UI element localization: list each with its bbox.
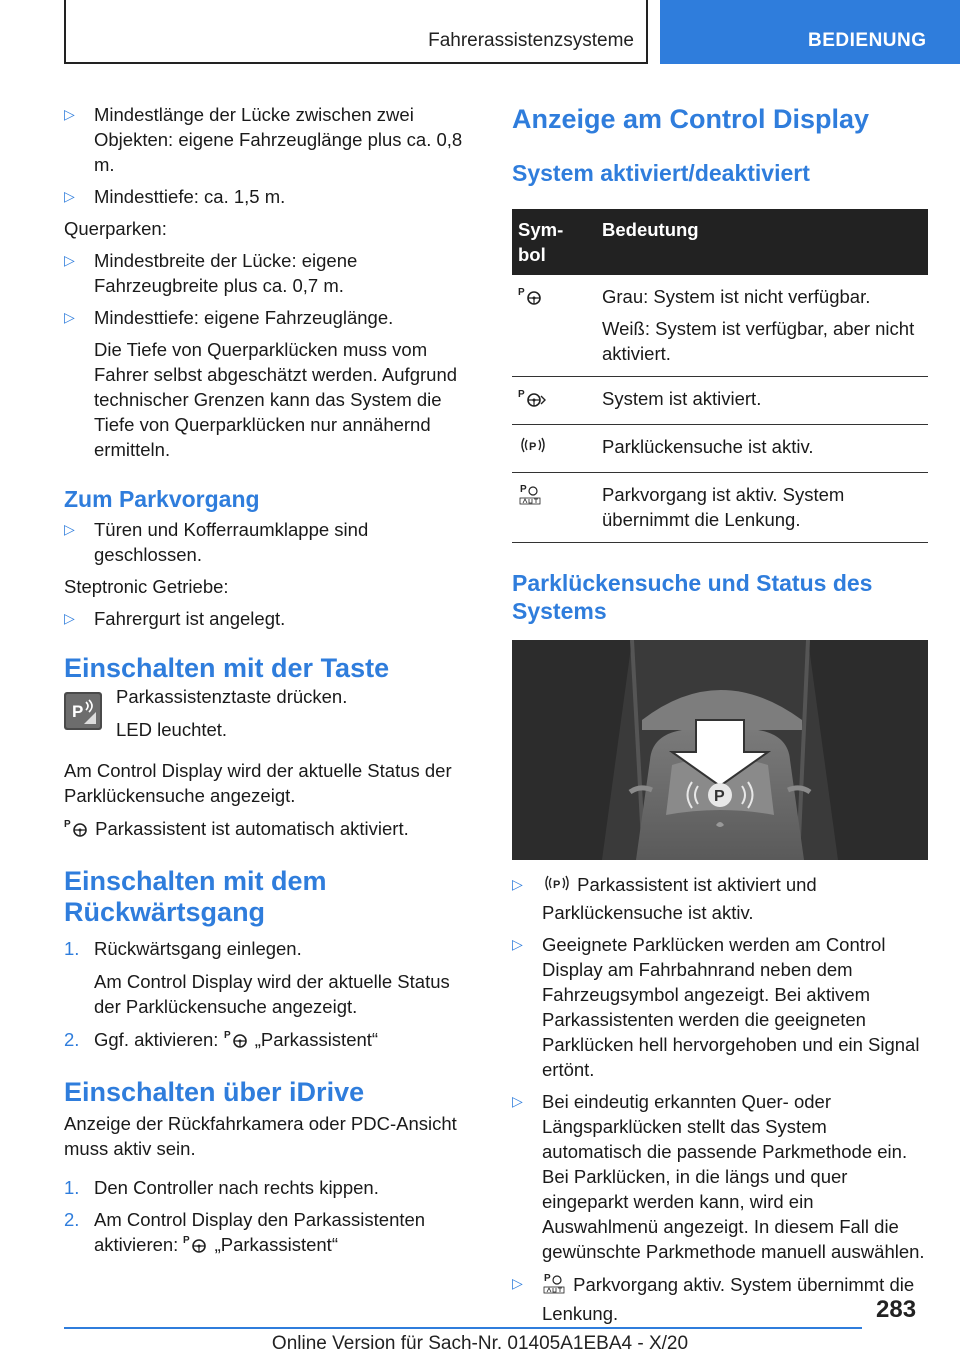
svg-text:P: ▷ P (544, 1273, 551, 1285)
step-number: 2. (64, 1209, 80, 1231)
symbol-table (512, 209, 928, 543)
table-row (512, 377, 928, 425)
park-button-icon (64, 692, 102, 736)
park-assist-icon (183, 1232, 209, 1260)
footer-divider (64, 1327, 862, 1329)
bullet-text: Parkvorgang aktiv. System übernimmt die Lenkung. (542, 1274, 915, 1325)
svg-text:P: P (64, 819, 71, 831)
svg-text:P: P (518, 287, 525, 298)
meaning-line: Weiß: System ist verfügbar, aber nicht aktiviert. (602, 318, 915, 364)
step-number: 1. (64, 938, 80, 960)
right-column (512, 104, 928, 1326)
idrive-step-2 (64, 1207, 474, 1260)
parking-space-search-icon (542, 872, 572, 900)
park-auto-icon (542, 1271, 568, 1301)
table-cell-bedeutung (596, 425, 928, 473)
auto-activated-text: Parkassistent ist automatisch aktiviert. (95, 818, 409, 839)
table-cell-bedeutung (596, 377, 928, 425)
bullet-status-3: ▷ Bei eindeutig erkannten Quer- oder Längsparklücken stellt das System automatisch die passende Parkmethode ein. Bei Parklücken, in die längs und quer eingeparkt werden kann, wird ein Auswahlmenü angezeigt. In diesem Fall die gewünschte Parkmethode manuell auswählen. (512, 1089, 928, 1264)
svg-text:P: P (72, 702, 84, 721)
table-header-symbol: Sym- bol (512, 209, 596, 275)
bullet-mindestbreite: ▷ Mindestbreite der Lücke: eigene Fahrzeugbreite plus ca. 0,7 m. (64, 248, 474, 298)
taste-block (64, 684, 474, 742)
steptronic-label: Steptronic Getriebe: (64, 576, 229, 597)
step-number: 2. (64, 1029, 80, 1051)
tiefe-paragraph: Die Tiefe von Querparklücken muss vom Fahrer selbst abgeschätzt werden. Aufgrund technischer Grenzen kann das System die Tiefe von Querparklücken nur annähernd ermitteln. (94, 339, 458, 460)
svg-text:P: ▷ P (553, 879, 561, 892)
svg-text:P: P (520, 484, 527, 495)
table-cell-symbol (512, 473, 596, 543)
heading-einschalten-rueckwaerts: Einschalten mit dem Rückwärtsgang (64, 866, 327, 928)
bullet-mindesttiefe-quer: ▷ Mindesttiefe: eigene Fahrzeuglänge. (64, 305, 474, 330)
bullet-mindesttiefe: ▷ Mindesttiefe: ca. 1,5 m. (64, 184, 474, 209)
header-section-title: Fahrerassistenzsysteme (428, 30, 634, 51)
meaning-line: System ist aktiviert. (602, 388, 762, 409)
heading-einschalten-taste: Einschalten mit der Taste (64, 653, 390, 683)
table-cell-symbol (512, 275, 596, 377)
park-assist-active-icon (518, 391, 546, 412)
header-section-box (64, 0, 648, 64)
svg-text:P: P (223, 1030, 231, 1042)
park-assist-gray-icon (518, 289, 544, 310)
park-assist-icon (64, 816, 90, 844)
step-text: Rückwärtsgang einlegen. (94, 938, 302, 960)
table-row (512, 425, 928, 473)
svg-text:P: P (183, 1235, 191, 1247)
page-number: 283 (876, 1296, 917, 1323)
parking-display-illustration (512, 640, 928, 860)
bullet-status-4 (512, 1271, 928, 1326)
table-cell-symbol (512, 377, 596, 425)
table-header-bedeutung: Bedeutung (596, 209, 928, 275)
heading-zum-parkvorgang: Zum Parkvorgang (64, 486, 260, 512)
header-chapter-title: BEDIENUNG (808, 30, 927, 51)
heading-parklueckensuche-status: Parklückensuche und Status des Systems (512, 570, 873, 624)
taste-step-2: LED leuchtet. (116, 719, 228, 740)
querparken-label: Querparken: (64, 218, 167, 239)
menu-item-parkassistent: „Parkassistent“ (254, 1029, 379, 1051)
bullet-status-1 (512, 872, 928, 925)
park-assist-icon (224, 1027, 250, 1055)
menu-item-parkassistent: „Parkassistent“ (214, 1234, 338, 1256)
bullet-mindestlaenge: ▷ Mindestlänge der Lücke zwischen zwei Objekten: eigene Fahrzeuglänge plus ca. 0,8 m. (64, 102, 474, 177)
heading-system-aktiviert: System aktiviert/deaktiviert (512, 160, 810, 186)
step-number: 1. (64, 1177, 80, 1199)
table-row (512, 275, 928, 377)
parking-space-search-icon (518, 439, 548, 460)
header-chapter-tab[interactable] (660, 0, 960, 64)
idrive-step-1 (64, 1175, 474, 1200)
heading-anzeige-control-display: Anzeige am Control Display (512, 104, 870, 134)
table-header-row (512, 209, 928, 275)
control-display-paragraph: Am Control Display wird der aktuelle Status der Parklückensuche angezeigt. (64, 760, 452, 806)
table-cell-bedeutung (596, 275, 928, 377)
svg-text:P: P (529, 441, 537, 453)
rueck-step-1-sub: Am Control Display wird der aktuelle Status der Parklückensuche angezeigt. (94, 971, 450, 1018)
bullet-tueren: ▷ Türen und Kofferraumklappe sind geschlossen. (64, 517, 474, 567)
idrive-paragraph: Anzeige der Rückfahrkamera oder PDC-Ansicht muss aktiv sein. (64, 1113, 457, 1160)
meaning-line: Parklückensuche ist aktiv. (602, 436, 814, 457)
bullet-text: Parkassistent ist aktiviert und Parklückensuche ist aktiv. (542, 874, 817, 924)
bullet-status-2: ▷ Geeignete Parklücken werden am Control Display am Fahrbahnrand neben dem Fahrzeugsymbol angezeigt. Bei aktivem Parkassistenten werden die geeigneten Parklücken hell hervorgehoben und ein Signal ertönt. (512, 932, 928, 1082)
table-row (512, 473, 928, 543)
table-cell-bedeutung (596, 473, 928, 543)
control-display-screenshot (512, 640, 928, 860)
step-text: Am Control Display den Parkassistenten aktivieren: (94, 1209, 426, 1256)
rueck-step-1 (64, 936, 474, 961)
bullet-gurt: ▷ Fahrergurt ist angelegt. (64, 606, 474, 631)
footer-online-version: Online Version für Sach-Nr. 01405A1EBA4 - X/20 (271, 1333, 689, 1354)
heading-einschalten-idrive: Einschalten über iDrive (64, 1077, 365, 1108)
step-text: Ggf. aktivieren: (94, 1029, 219, 1051)
step-text: Den Controller nach rechts kippen. (94, 1177, 379, 1199)
table-cell-symbol (512, 425, 596, 473)
rueck-step-2 (64, 1027, 474, 1055)
taste-step-1: Parkassistenztaste drücken. (116, 686, 348, 707)
parking-p-label: P (714, 788, 725, 805)
meaning-line: Grau: System ist nicht verfügbar. (602, 286, 871, 307)
svg-text:P: P (518, 389, 525, 400)
park-auto-icon (518, 484, 544, 510)
auto-activated-line (64, 816, 474, 844)
meaning-line: Parkvorgang ist aktiv. System übernimmt die Lenkung. (602, 484, 845, 530)
left-column (64, 102, 474, 1260)
